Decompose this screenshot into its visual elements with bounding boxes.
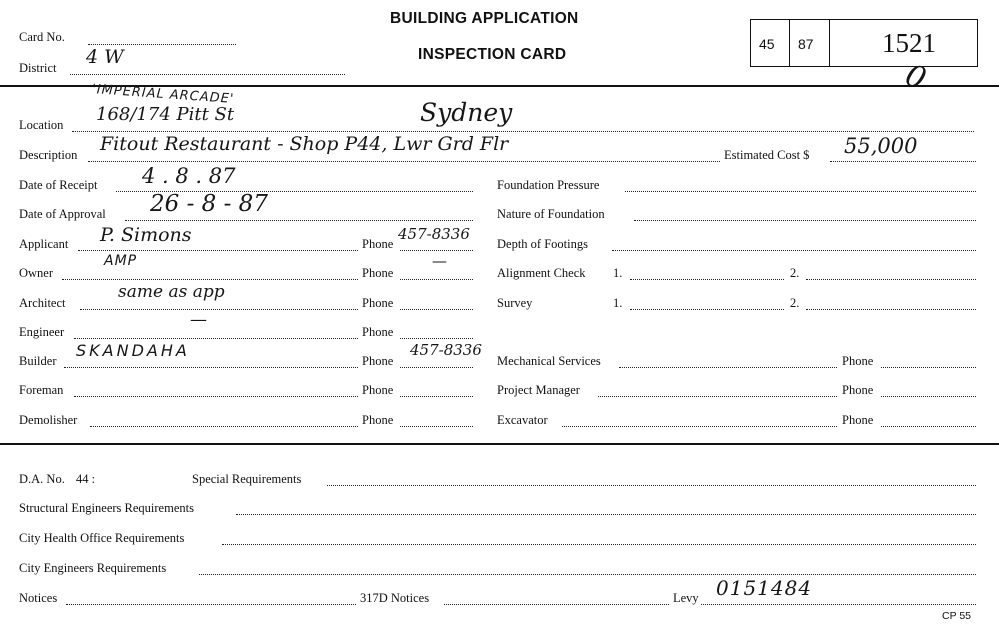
demolisher-field[interactable] <box>90 426 358 427</box>
engineer-phone-label: Phone <box>362 325 394 339</box>
architect-phone-label: Phone <box>362 296 394 310</box>
depth-footings-field[interactable] <box>612 250 976 251</box>
estimated-cost-label: Estimated Cost $ <box>724 148 810 162</box>
builder-phone-label: Phone <box>362 354 394 368</box>
foundation-pressure-field[interactable] <box>625 191 976 192</box>
location-building: 'IMPERIAL ARCADE' <box>91 82 235 107</box>
engineers-label: City Engineers Requirements <box>19 561 167 575</box>
engineer-label: Engineer <box>19 325 65 339</box>
project-manager-label: Project Manager <box>497 383 580 397</box>
alignment-num2: 2. <box>790 266 800 280</box>
mechanical-label: Mechanical Services <box>497 354 601 368</box>
mechanical-field[interactable] <box>619 367 837 368</box>
structural-field[interactable] <box>236 514 976 515</box>
date-approval-value: 26 - 8 - 87 <box>150 191 268 217</box>
levy-label: Levy <box>673 591 699 605</box>
engineer-value: — <box>190 310 207 330</box>
mechanical-phone-field[interactable] <box>881 367 976 368</box>
da-no-value: 44 : <box>76 472 96 486</box>
da-no-label: D.A. No. <box>19 472 65 486</box>
project-manager-field[interactable] <box>598 396 837 397</box>
location-city: Sydney <box>420 98 513 127</box>
mechanical-phone-label: Phone <box>842 354 874 368</box>
depth-footings-label: Depth of Footings <box>497 237 588 251</box>
foundation-pressure-label: Foundation Pressure <box>497 178 600 192</box>
estimated-cost-value: 55,000 <box>844 134 918 158</box>
health-field[interactable] <box>222 544 976 545</box>
date-approval-label: Date of Approval <box>19 207 106 221</box>
description-value: Fitout Restaurant - Shop P44, Lwr Grd Flr <box>100 133 509 155</box>
card-number-mark: 0 <box>900 57 931 98</box>
excavator-field[interactable] <box>562 426 837 427</box>
applicant-phone-field[interactable] <box>400 250 473 251</box>
project-manager-phone-label: Phone <box>842 383 874 397</box>
box-divider-1 <box>789 19 790 67</box>
card-no-label: Card No. <box>19 30 65 44</box>
demolisher-label: Demolisher <box>19 413 78 427</box>
location-label: Location <box>19 118 64 132</box>
nature-foundation-label: Nature of Foundation <box>497 207 605 221</box>
levy-value: 0151484 <box>716 576 813 600</box>
architect-phone-field[interactable] <box>400 309 473 310</box>
applicant-phone-value: 457-8336 <box>398 225 470 243</box>
card-no-field[interactable] <box>88 44 236 45</box>
special-requirements-label: Special Requirements <box>192 472 302 486</box>
demolisher-phone-field[interactable] <box>400 426 473 427</box>
nature-foundation-field[interactable] <box>634 220 976 221</box>
structural-label: Structural Engineers Requirements <box>19 501 194 515</box>
box-code-b: 87 <box>798 36 814 52</box>
builder-phone-field[interactable] <box>400 367 473 368</box>
form-code: CP 55 <box>942 610 971 622</box>
middle-rule <box>0 443 999 445</box>
description-label: Description <box>19 148 78 162</box>
location-address: 168/174 Pitt St <box>96 104 235 125</box>
owner-phone-value: — <box>432 252 447 270</box>
applicant-value: P. Simons <box>100 224 192 246</box>
notices-317d-field[interactable] <box>444 604 669 605</box>
description-field[interactable] <box>88 161 720 162</box>
title-line2: INSPECTION CARD <box>418 46 567 63</box>
levy-field[interactable] <box>701 604 976 605</box>
builder-value: SKANDAHA <box>76 341 190 360</box>
owner-value: AMP <box>104 253 138 269</box>
alignment-check-label: Alignment Check <box>497 266 586 280</box>
applicant-phone-label: Phone <box>362 237 394 251</box>
builder-field[interactable] <box>64 367 358 368</box>
location-field[interactable] <box>72 131 974 132</box>
date-receipt-label: Date of Receipt <box>19 178 98 192</box>
excavator-phone-label: Phone <box>842 413 874 427</box>
notices-field[interactable] <box>66 604 356 605</box>
engineer-phone-field[interactable] <box>400 338 473 339</box>
card-number-box <box>750 19 978 67</box>
excavator-label: Excavator <box>497 413 548 427</box>
estimated-cost-field[interactable] <box>830 161 976 162</box>
alignment-num1: 1. <box>613 266 623 280</box>
special-requirements-field[interactable] <box>327 485 976 486</box>
applicant-field[interactable] <box>78 250 358 251</box>
title-line1: BUILDING APPLICATION <box>390 10 579 27</box>
district-field[interactable] <box>70 74 345 75</box>
survey-field-2[interactable] <box>806 309 976 310</box>
district-value: 4 W <box>86 46 124 68</box>
excavator-phone-field[interactable] <box>881 426 976 427</box>
owner-phone-label: Phone <box>362 266 394 280</box>
demolisher-phone-label: Phone <box>362 413 394 427</box>
notices-317d-label: 317D Notices <box>360 591 430 605</box>
owner-phone-field[interactable] <box>400 279 473 280</box>
card-number: 1521 <box>882 28 936 58</box>
foreman-phone-field[interactable] <box>400 396 473 397</box>
health-label: City Health Office Requirements <box>19 531 185 545</box>
alignment-check-field-2[interactable] <box>806 279 976 280</box>
engineer-field[interactable] <box>74 338 358 339</box>
project-manager-phone-field[interactable] <box>881 396 976 397</box>
applicant-label: Applicant <box>19 237 69 251</box>
engineers-field[interactable] <box>199 574 976 575</box>
survey-num2: 2. <box>790 296 800 310</box>
box-divider-2 <box>829 19 830 67</box>
owner-field[interactable] <box>62 279 358 280</box>
foreman-label: Foreman <box>19 383 64 397</box>
alignment-check-field-1[interactable] <box>630 279 784 280</box>
builder-phone-value: 457-8336 <box>410 341 482 359</box>
survey-field-1[interactable] <box>630 309 784 310</box>
date-receipt-value: 4 . 8 . 87 <box>142 164 236 188</box>
architect-value: same as app <box>118 282 225 302</box>
owner-label: Owner <box>19 266 54 280</box>
notices-label: Notices <box>19 591 58 605</box>
architect-field[interactable] <box>80 309 358 310</box>
box-code-a: 45 <box>759 36 775 52</box>
survey-num1: 1. <box>613 296 623 310</box>
date-approval-field[interactable] <box>125 220 473 221</box>
builder-label: Builder <box>19 354 57 368</box>
foreman-field[interactable] <box>74 396 358 397</box>
survey-label: Survey <box>497 296 533 310</box>
architect-label: Architect <box>19 296 66 310</box>
district-label: District <box>19 61 57 75</box>
foreman-phone-label: Phone <box>362 383 394 397</box>
